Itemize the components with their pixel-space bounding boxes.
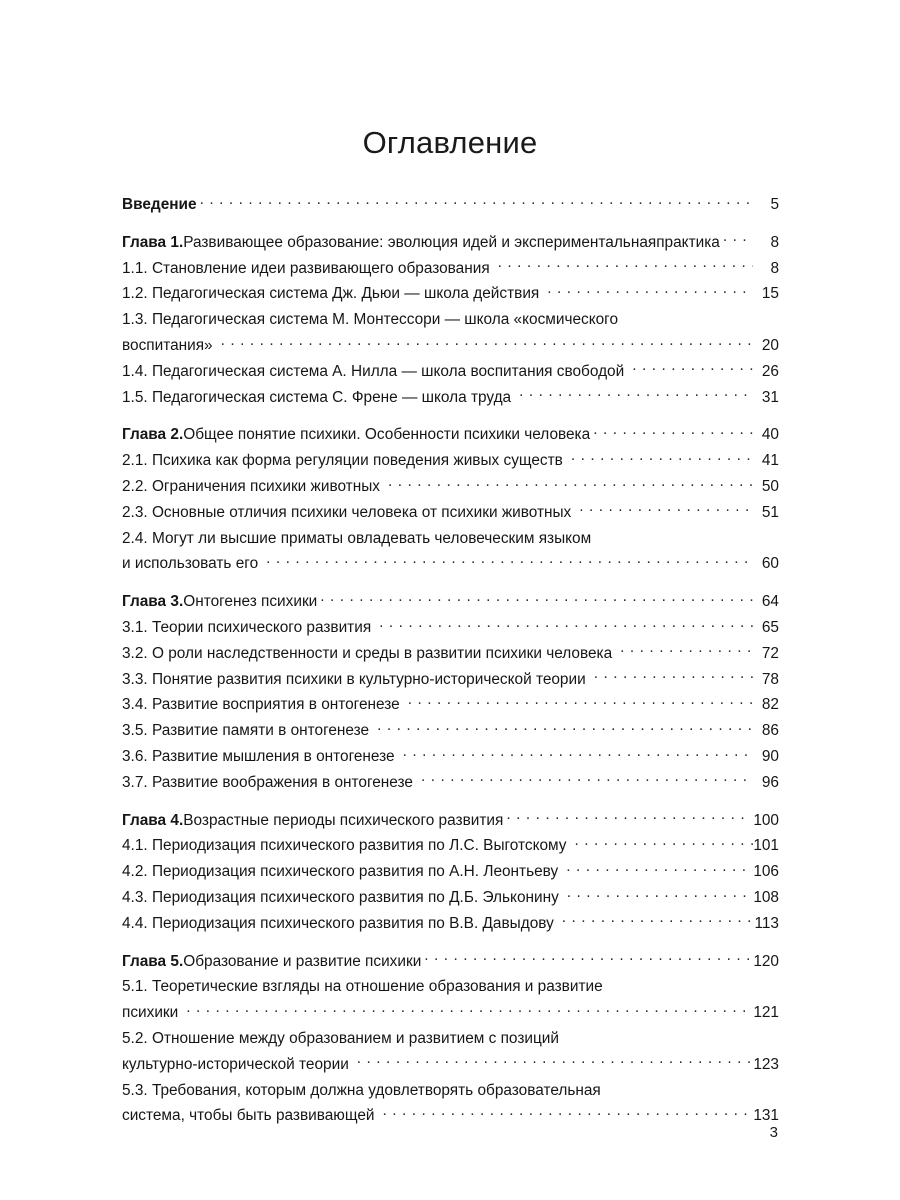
toc-page-number: 31 — [761, 388, 779, 406]
toc-section-entry[interactable] — [122, 770, 779, 796]
dot-leader — [352, 1051, 753, 1066]
toc-page-number: 41 — [761, 452, 779, 470]
toc-page-number: 72 — [761, 644, 779, 662]
dot-leader — [561, 859, 753, 874]
toc-chapter-entry[interactable] — [122, 230, 779, 256]
dot-leader — [403, 692, 753, 707]
toc-page-number: 108 — [753, 888, 779, 906]
toc-entry-title: 3.4. Развитие восприятия в онтогенезе — [122, 696, 400, 714]
toc-page-number: 106 — [753, 863, 779, 881]
toc-section-entry[interactable] — [122, 911, 779, 937]
toc-chapter-entry[interactable] — [122, 808, 779, 834]
toc-entry-label: Глава 5. — [122, 952, 184, 970]
dot-leader — [506, 807, 751, 822]
toc-entry-line — [122, 1103, 779, 1129]
toc-section-entry[interactable] — [122, 833, 779, 859]
toc-page-number: 15 — [761, 285, 779, 303]
toc-entry-line — [122, 359, 779, 385]
dot-leader — [416, 769, 753, 784]
toc-entry-line — [122, 281, 779, 307]
toc-section-entry[interactable] — [122, 256, 779, 282]
dot-leader — [398, 744, 753, 759]
toc-page-number: 123 — [753, 1055, 779, 1073]
dot-leader — [200, 192, 753, 207]
toc-entry-line — [122, 885, 779, 911]
toc-entry-line — [122, 474, 779, 500]
toc-section-entry[interactable] — [122, 692, 779, 718]
toc-page-number: 26 — [761, 362, 779, 380]
toc-page-number: 65 — [761, 618, 779, 636]
toc-entry-text: 1.3. Педагогическая система М. Монтессори — школа «космического — [122, 311, 619, 329]
toc-entry-label: Глава 1. — [122, 233, 184, 251]
toc-entry-line — [122, 808, 779, 834]
toc-page-number: 120 — [753, 952, 779, 970]
dot-leader — [377, 1103, 753, 1118]
toc-page-number: 51 — [761, 503, 779, 521]
toc-section-entry[interactable] — [122, 474, 779, 500]
toc-entry-line — [122, 589, 779, 615]
toc-entry-line — [122, 615, 779, 641]
toc-entry-title: и использовать его — [122, 555, 259, 573]
toc-entry-line — [122, 859, 779, 885]
toc-entry-title: 3.2. О роли наследственности и среды в развитии психики человека — [122, 644, 613, 662]
toc-entry-title: 3.1. Теории психического развития — [122, 618, 372, 636]
dot-leader — [216, 333, 753, 348]
toc-entry-title: Онтогенез психики — [183, 593, 318, 611]
toc-entry-line — [122, 422, 779, 448]
toc-entry-line — [122, 1000, 779, 1026]
toc-entry-title: 3.5. Развитие памяти в онтогенезе — [122, 722, 370, 740]
toc-entry-line — [122, 448, 779, 474]
toc-entry-title: практика — [656, 233, 720, 251]
toc-section-entry[interactable] — [122, 615, 779, 641]
dot-leader — [627, 358, 753, 373]
dot-leader — [615, 640, 753, 655]
toc-entry-title: система, чтобы быть развивающей — [122, 1107, 375, 1125]
toc-entry-title: Возрастные периоды психического развития — [183, 811, 504, 829]
toc-page-number: 82 — [761, 696, 779, 714]
toc-entry-title: 3.6. Развитие мышления в онтогенезе — [122, 747, 395, 765]
dot-leader — [566, 448, 753, 463]
dot-leader — [181, 1000, 753, 1015]
toc-section-entry[interactable] — [122, 359, 779, 385]
toc-entry-title: 3.3. Понятие развития психики в культурно-исторической теории — [122, 670, 586, 688]
toc-entry-title: 4.3. Периодизация психического развития по Д.Б. Эльконину — [122, 888, 559, 906]
toc-page-number: 86 — [761, 722, 779, 740]
toc-page-number: 113 — [754, 914, 779, 932]
toc-entry-title: 3.7. Развитие воображения в онтогенезе — [122, 773, 413, 791]
page-title: Оглавление — [362, 125, 538, 160]
toc-entry-line — [122, 256, 779, 282]
toc-page-number: 100 — [753, 811, 779, 829]
dot-leader — [374, 615, 753, 630]
toc-entry-line — [122, 770, 779, 796]
table-of-contents — [122, 192, 779, 1129]
toc-entry-line — [122, 718, 779, 744]
dot-leader — [557, 910, 753, 925]
toc-chapter-entry[interactable] — [122, 949, 779, 975]
toc-entry-title: культурно-исторической теории — [122, 1055, 349, 1073]
toc-entry-text: 5.1. Теоретические взгляды на отношение образования и развитие — [122, 978, 603, 996]
toc-entry-line — [122, 333, 779, 359]
toc-entry-title: 1.1. Становление идеи развивающего образования — [122, 259, 490, 277]
toc-entry-title: психики — [122, 1004, 179, 1022]
toc-entry-title: 4.4. Периодизация психического развития по В.В. Давыдову — [122, 914, 554, 932]
toc-section-entry[interactable] — [122, 641, 779, 667]
toc-entry-line — [122, 667, 779, 693]
toc-entry-line — [122, 192, 779, 218]
toc-entry-title: воспитания» — [122, 336, 213, 354]
toc-entry-label: Глава 2. — [122, 426, 184, 444]
toc-page-number: 121 — [753, 1004, 779, 1022]
toc-entry-title: 1.5. Педагогическая система С. Френе — школа труда — [122, 388, 512, 406]
toc-page-number: 131 — [753, 1107, 779, 1125]
toc-entry-title: 1.4. Педагогическая система А. Нилла — школа воспитания свободой — [122, 362, 625, 380]
toc-entry-line — [122, 500, 779, 526]
toc-section-entry[interactable] — [122, 718, 779, 744]
toc-entry-label: Глава 3. — [122, 593, 184, 611]
toc-section-entry[interactable] — [122, 885, 779, 911]
toc-entry-text: 2.4. Могут ли высшие приматы овладевать человеческим языком — [122, 529, 592, 547]
dot-leader — [261, 551, 753, 566]
toc-section-entry[interactable] — [122, 385, 779, 411]
toc-section-entry[interactable] — [122, 859, 779, 885]
dot-leader — [542, 281, 753, 296]
toc-page-number: 64 — [761, 593, 779, 611]
toc-entry-title: 2.2. Ограничения психики животных — [122, 477, 380, 495]
toc-entry-line — [122, 641, 779, 667]
toc-entry-line — [122, 551, 779, 577]
toc-page-number: 8 — [770, 259, 779, 277]
dot-leader — [562, 885, 753, 900]
toc-entry-title: Образование и развитие психики — [183, 952, 422, 970]
toc-page-number: 101 — [753, 837, 779, 855]
toc-entry-line — [122, 230, 779, 256]
toc-entry-line — [122, 385, 779, 411]
toc-page-number: 78 — [761, 670, 779, 688]
toc-entry-title: Общее понятие психики. Особенности психики человека — [183, 426, 591, 444]
toc-entry-title: 2.1. Психика как форма регуляции поведения живых существ — [122, 452, 563, 470]
toc-chapter-entry[interactable] — [122, 589, 779, 615]
toc-section-entry[interactable] — [122, 667, 779, 693]
toc-entry-line — [122, 692, 779, 718]
toc-section-entry[interactable] — [122, 1026, 779, 1078]
toc-entry-label: Введение — [122, 196, 197, 213]
toc-page-number: 60 — [761, 555, 779, 573]
toc-entry-text: 5.2. Отношение между образованием и развитием с позиций — [122, 1029, 559, 1047]
dot-leader — [589, 666, 753, 681]
dot-leader — [372, 718, 753, 733]
toc-chapter-entry[interactable] — [122, 422, 779, 448]
toc-section-entry[interactable] — [122, 1078, 779, 1130]
dot-leader — [574, 499, 753, 514]
toc-section-entry[interactable] — [122, 744, 779, 770]
toc-entry-title: Развивающее образование: эволюция идей и экспериментальная — [183, 233, 657, 251]
toc-page-number: 96 — [761, 773, 779, 791]
toc-entry-line — [122, 949, 779, 975]
dot-leader — [570, 833, 754, 848]
toc-section-entry[interactable] — [122, 500, 779, 526]
dot-leader — [723, 229, 753, 244]
toc-page-number: 20 — [761, 336, 779, 354]
toc-entry-title: 1.2. Педагогическая система Дж. Дьюи — школа действия — [122, 285, 540, 303]
dot-leader — [593, 422, 753, 437]
toc-chapter-entry[interactable] — [122, 192, 779, 218]
toc-entry-line — [122, 744, 779, 770]
toc-entry-line — [122, 833, 779, 859]
toc-entry-line — [122, 911, 779, 937]
toc-entry-text: 5.3. Требования, которым должна удовлетворять образовательная — [122, 1081, 601, 1099]
toc-section-entry[interactable] — [122, 526, 779, 578]
toc-page-number: 5 — [770, 196, 779, 213]
toc-page-number: 90 — [761, 747, 779, 765]
toc-section-entry[interactable] — [122, 974, 779, 1026]
toc-entry-title: 4.1. Периодизация психического развития по Л.С. Выготскому — [122, 837, 567, 855]
toc-entry-title: 4.2. Периодизация психического развития по А.Н. Леонтьеву — [122, 863, 559, 881]
toc-entry-label: Глава 4. — [122, 811, 184, 829]
page-number: 3 — [769, 1124, 778, 1141]
toc-section-entry[interactable] — [122, 448, 779, 474]
toc-page-number: 40 — [761, 426, 779, 444]
dot-leader — [383, 474, 753, 489]
dot-leader — [514, 384, 753, 399]
toc-section-entry[interactable] — [122, 307, 779, 359]
dot-leader — [424, 948, 751, 963]
toc-page-number: 50 — [761, 477, 779, 495]
toc-section-entry[interactable] — [122, 281, 779, 307]
dot-leader — [493, 255, 753, 270]
dot-leader — [320, 589, 753, 604]
toc-entry-line — [122, 1052, 779, 1078]
toc-page-number: 8 — [770, 233, 779, 251]
toc-entry-title: 2.3. Основные отличия психики человека от психики животных — [122, 503, 572, 521]
